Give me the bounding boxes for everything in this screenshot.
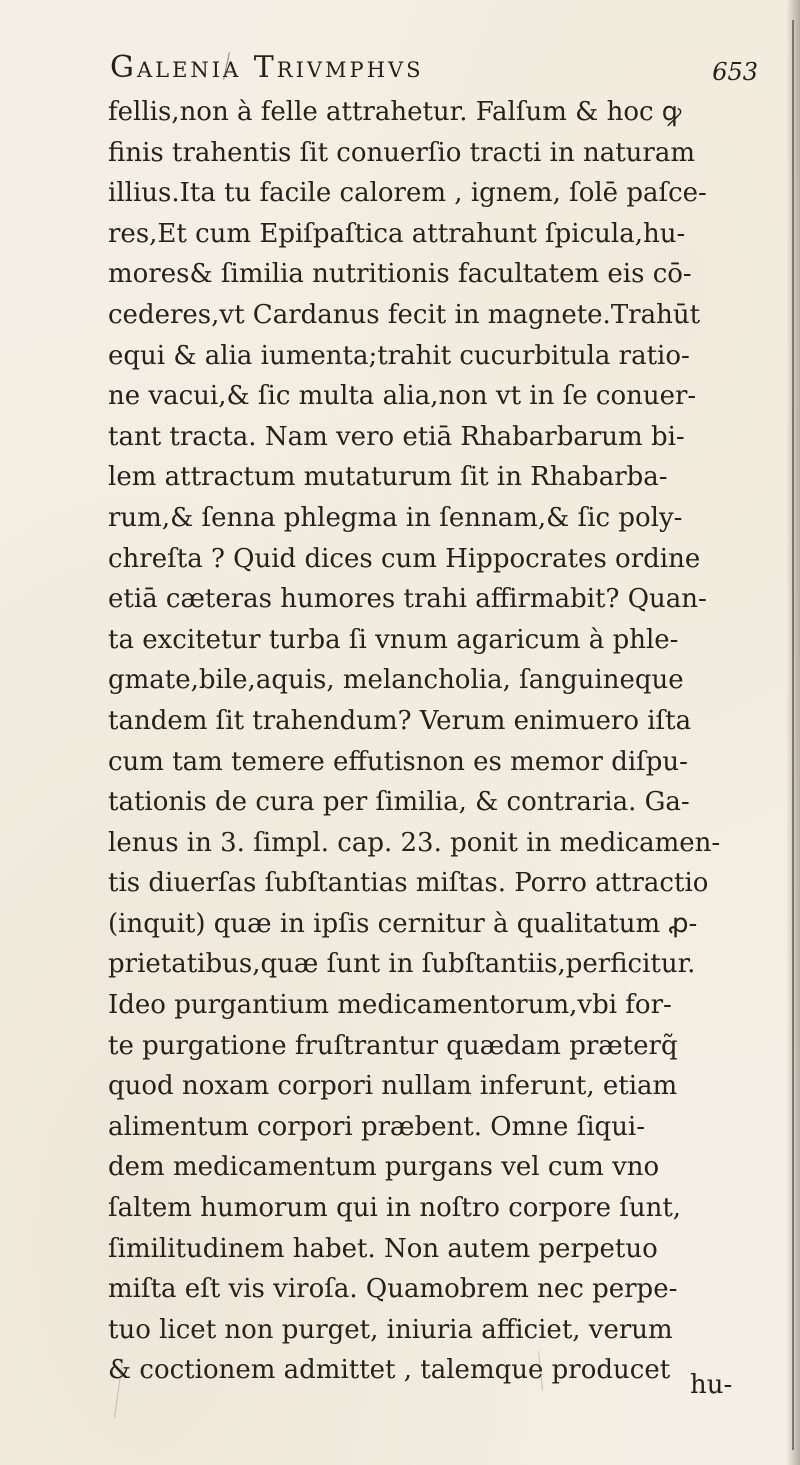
text-line: lenus in 3. ſimpl. cap. 23. ponit in medicamen- <box>108 827 721 858</box>
text-line: & coctionem admittet , talemque producet <box>108 1355 671 1386</box>
text-line: gmate,bile,aquis, melancholia, ſanguineque <box>108 665 684 696</box>
text-line: rum,& ſenna phlegma in ſennam,& ſic poly- <box>108 502 683 533</box>
text-line: etiā cæteras humores trahi affirmabit? Quan- <box>108 584 707 615</box>
text-line: alimentum corpori præbent. Omne ſiqui- <box>108 1111 646 1142</box>
text-line: ta excitetur turba ſi vnum agaricum à phle- <box>108 624 679 655</box>
running-head: Galenia Trivmphvs <box>110 50 424 85</box>
text-line: tuo licet non purget, iniuria afficiet, verum <box>108 1314 673 1345</box>
text-line: tis diuerſas ſubſtantias miſtas. Porro attractio <box>108 868 709 899</box>
text-line: cum tam temere effutisnon es memor diſpu- <box>108 746 688 777</box>
text-line: illius.Ita tu facile calorem , ignem, ſolē paſce- <box>108 178 707 209</box>
page-edge-line <box>792 20 794 1450</box>
text-line: dem medicamentum purgans vel cum vno <box>108 1152 660 1183</box>
text-line: ſaltem humorum qui in noſtro corpore ſunt, <box>108 1193 682 1224</box>
text-line: miſta eſt vis viroſa. Quamobrem nec perpe- <box>108 1274 678 1305</box>
text-line: Ideo purgantium medicamentorum,vbi for- <box>108 990 672 1021</box>
text-line: res,Et cum Epiſpaſtica attrahunt ſpicula,hu- <box>108 218 686 249</box>
text-line: chreſta ? Quid dices cum Hippocrates ordine <box>108 543 701 574</box>
body-text <box>108 92 780 1391</box>
text-line: ne vacui,& ſic multa alia,non vt in ſe conuer- <box>108 381 697 412</box>
text-line: prietatibus,quæ ſunt in ſubſtantiis,perficitur. <box>108 949 696 980</box>
text-line: (inquit) quæ in ipſis cernitur à qualitatum ꝓ- <box>108 908 698 939</box>
text-line: quod noxam corpori nullam inferunt, etiam <box>108 1071 678 1102</box>
page-header <box>106 44 766 92</box>
text-line: tationis de cura per ſimilia, & contraria. Ga- <box>108 787 690 818</box>
bleed-through-mark <box>538 1349 563 1391</box>
page-edge <box>786 0 800 1465</box>
text-line: tant tracta. Nam vero etiā Rhabarbarum bi- <box>108 421 685 452</box>
text-line: te purgatione fruſtrantur quædam præterq̃ <box>108 1030 678 1061</box>
text-line: finis trahentis ſit conuerſio tracti in naturam <box>108 137 695 168</box>
text-line: lem attractum mutaturum ſit in Rhabarba- <box>108 462 668 493</box>
text-line: cederes,vt Cardanus fecit in magnete.Trahūt <box>108 299 701 330</box>
page-number: 653 <box>712 58 758 86</box>
catchword: hu- <box>690 1370 733 1400</box>
text-line: fellis,non à felle attrahetur. Falſum & hoc ꝙ <box>108 97 682 127</box>
text-line: equi & alia iumenta;trahit cucurbitula ratio- <box>108 340 690 371</box>
text-line: mores& ſimilia nutritionis facultatem eis cō- <box>108 259 692 290</box>
text-line: ſimilitudinem habet. Non autem perpetuo <box>108 1233 658 1264</box>
text-line: tandem ſit trahendum? Verum enimuero iſta <box>108 705 692 736</box>
